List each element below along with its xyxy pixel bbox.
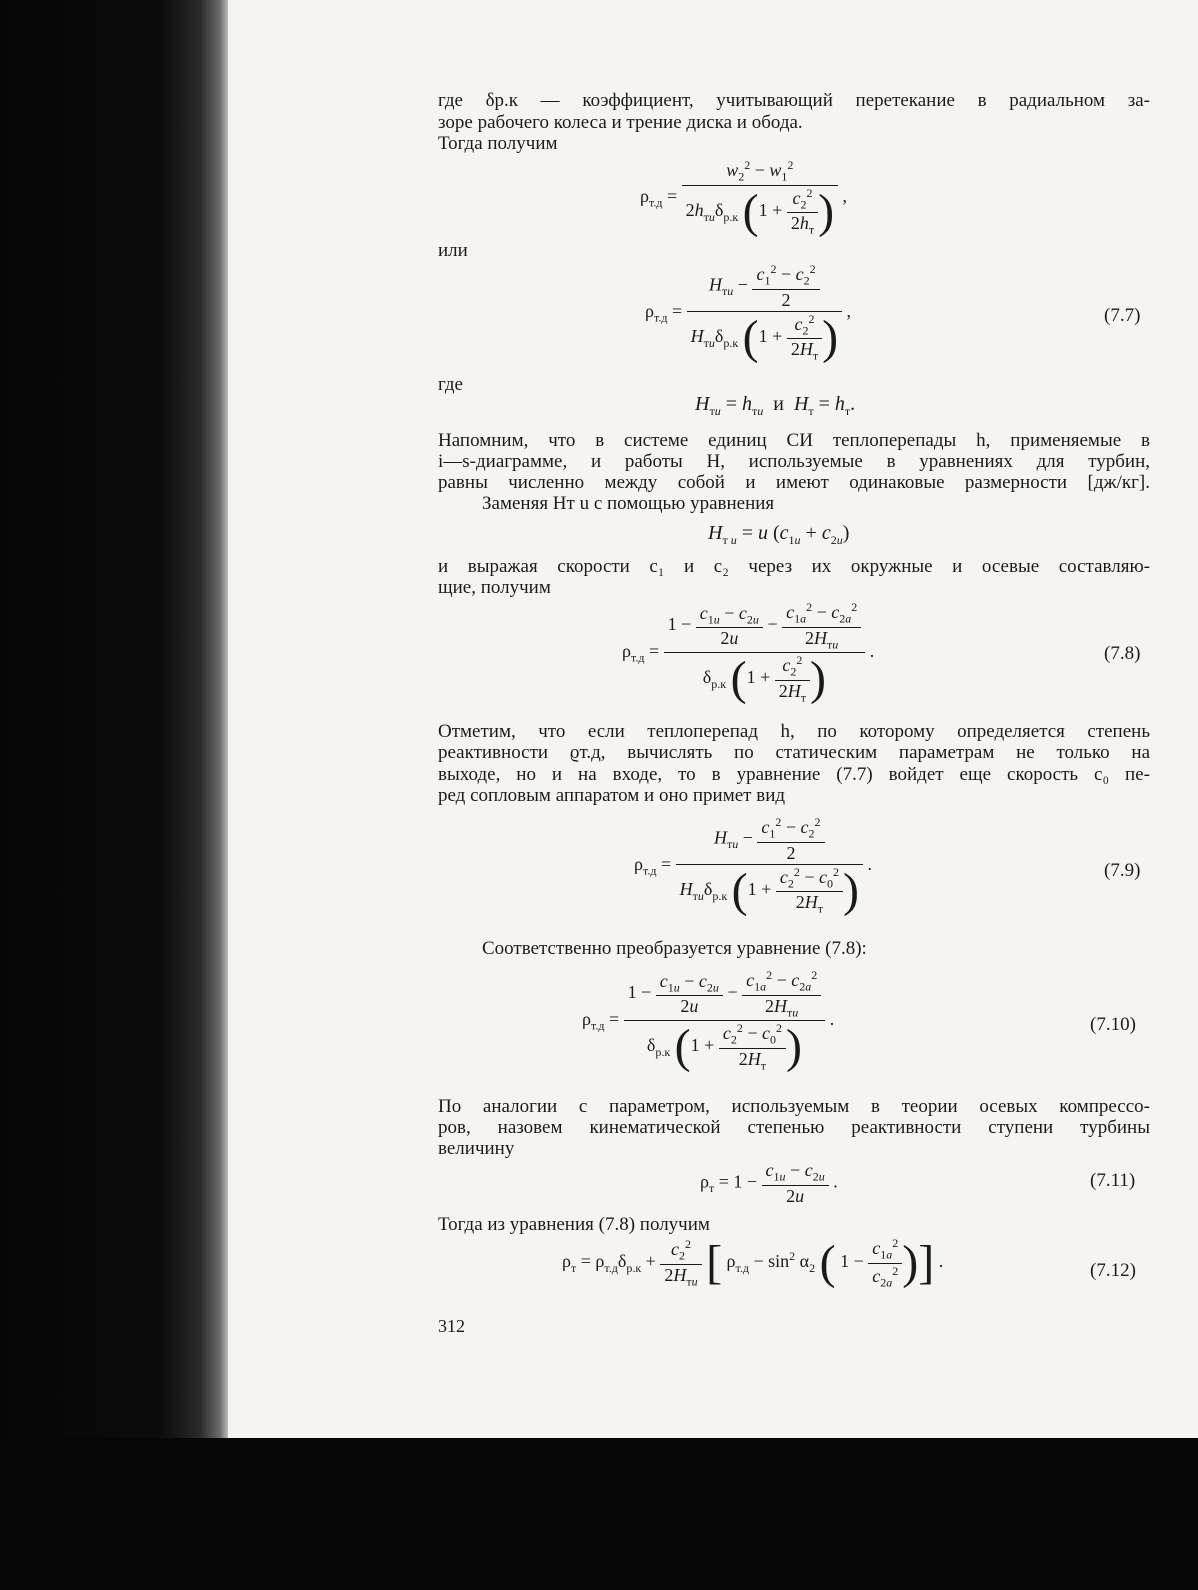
equation: $H_{т u} = u$ $(c_{1u} + c_{2u})$: [708, 522, 850, 547]
equation-number: (7.8): [1104, 643, 1141, 664]
text-line: По аналогии с параметром, используемым в теории осевых компрессо-: [438, 1096, 1150, 1117]
text-line: Отметим, что если теплоперепад h, по которому определяется степень: [438, 721, 1150, 742]
scan-edge-left: [0, 0, 228, 1590]
text-line: реактивности ϱт.д, вычислять по статическим параметрам не только на: [438, 742, 1150, 763]
text-line: где δр.к — коэффициент, учитывающий перетекание в радиальном за-: [438, 90, 1150, 111]
text-line: и выражая скорости c₁ и c₂ через их окружные и осевые составляю-: [438, 556, 1150, 577]
equation: $\rho_т = \rho_{т.д}\delta_{р.к}$ + $\frac{c_2^2}{2H_{тu}}$ [ $\rho_{т.д} - \sin^2 \alpha_2$ ( 1 − $\frac{c_{1a}^2}{c_{2a}^2}$ )] .: [562, 1236, 944, 1290]
text-line: Тогда получим: [438, 133, 558, 154]
text-line: Заменяя Hт u с помощью уравнения: [482, 493, 775, 514]
text-line: i—s-диаграмме, и работы H, используемые в уравнениях для турбин,: [438, 451, 1150, 472]
equation-number: (7.9): [1104, 860, 1141, 881]
text-line: Тогда из уравнения (7.8) получим: [438, 1214, 710, 1235]
text-line: ров, назовем кинематической степенью реактивности ступени турбины: [438, 1117, 1150, 1138]
equation-number: (7.7): [1104, 305, 1141, 326]
equation: $\rho_т = 1$ − $\frac{c_{1u} - c_{2u}}{2u}$ .: [700, 1160, 838, 1206]
equation-number: (7.12): [1090, 1260, 1136, 1281]
equation: $\rho_{т.д}$ = 1 − $\frac{c_{1u} - c_{2u}}{2u}$ − $\frac{c_{1a}^2 - c_{2a}^2}{2H_{тu}}$ $\delta_{р.к}$ (1 + $\frac{c_2^2 - c_0^2}{2H_т}$ ) .: [582, 968, 835, 1074]
equation: $\rho_{т.д}$ = 1 − $\frac{c_{1u} - c_{2u}}{2u}$ − $\frac{c_{1a}^2 - c_{2a}^2}{2H_{тu}}$ $\delta_{р.к}$ (1 + $\frac{c_2^2}{2H_т}$ ) .: [622, 600, 875, 706]
scan-edge-bottom: [0, 1438, 1198, 1590]
text-line: ред сопловым аппаратом и оно примет вид: [438, 785, 786, 806]
equation: $\rho_{т.д}$ = $w_2^2 - w_1^2$ $2h_{тu}\delta_{р.к}$ (1 + $\frac{c_2^2}{2h_т}$ ) ,: [640, 158, 848, 238]
text-line: величину: [438, 1138, 515, 1159]
text-line: где: [438, 374, 463, 395]
equation: $\rho_{т.д}$ = $H_{тu}$ − $\frac{c_1^2 - c_2^2}{2}$ $H_{тu}\delta_{р.к}$ (1 + $\frac{c_2^2}{2H_т}$ ) ,: [645, 262, 852, 364]
text-line: равны численно между собой и имеют одинаковые размерности [дж/кг].: [438, 472, 1150, 493]
equation: $\rho_{т.д}$ = $H_{тu}$ − $\frac{c_1^2 - c_2^2}{2}$ $H_{тu}\delta_{р.к}$ (1 + $\frac{c_2^2 - c_0^2}{2H_т}$ ) .: [634, 815, 872, 917]
text-line: Соответственно преобразуется уравнение (7.8):: [482, 938, 867, 959]
text-line: или: [438, 240, 468, 261]
equation-number: (7.10): [1090, 1014, 1136, 1035]
text-line: Напомним, что в системе единиц СИ теплоперепады h, применяемые в: [438, 430, 1150, 451]
text-line: зоре рабочего колеса и трение диска и обода.: [438, 112, 803, 133]
text-line: щие, получим: [438, 577, 551, 598]
equation: $H_{тu} = h_{тu}$ и $H_т = h_т$.: [695, 393, 856, 418]
page-number: 312: [438, 1316, 465, 1336]
equation-number: (7.11): [1090, 1170, 1136, 1191]
text-line: выходе, но и на входе, то в уравнение (7.7) войдет еще скорость c₀ пе-: [438, 764, 1150, 785]
